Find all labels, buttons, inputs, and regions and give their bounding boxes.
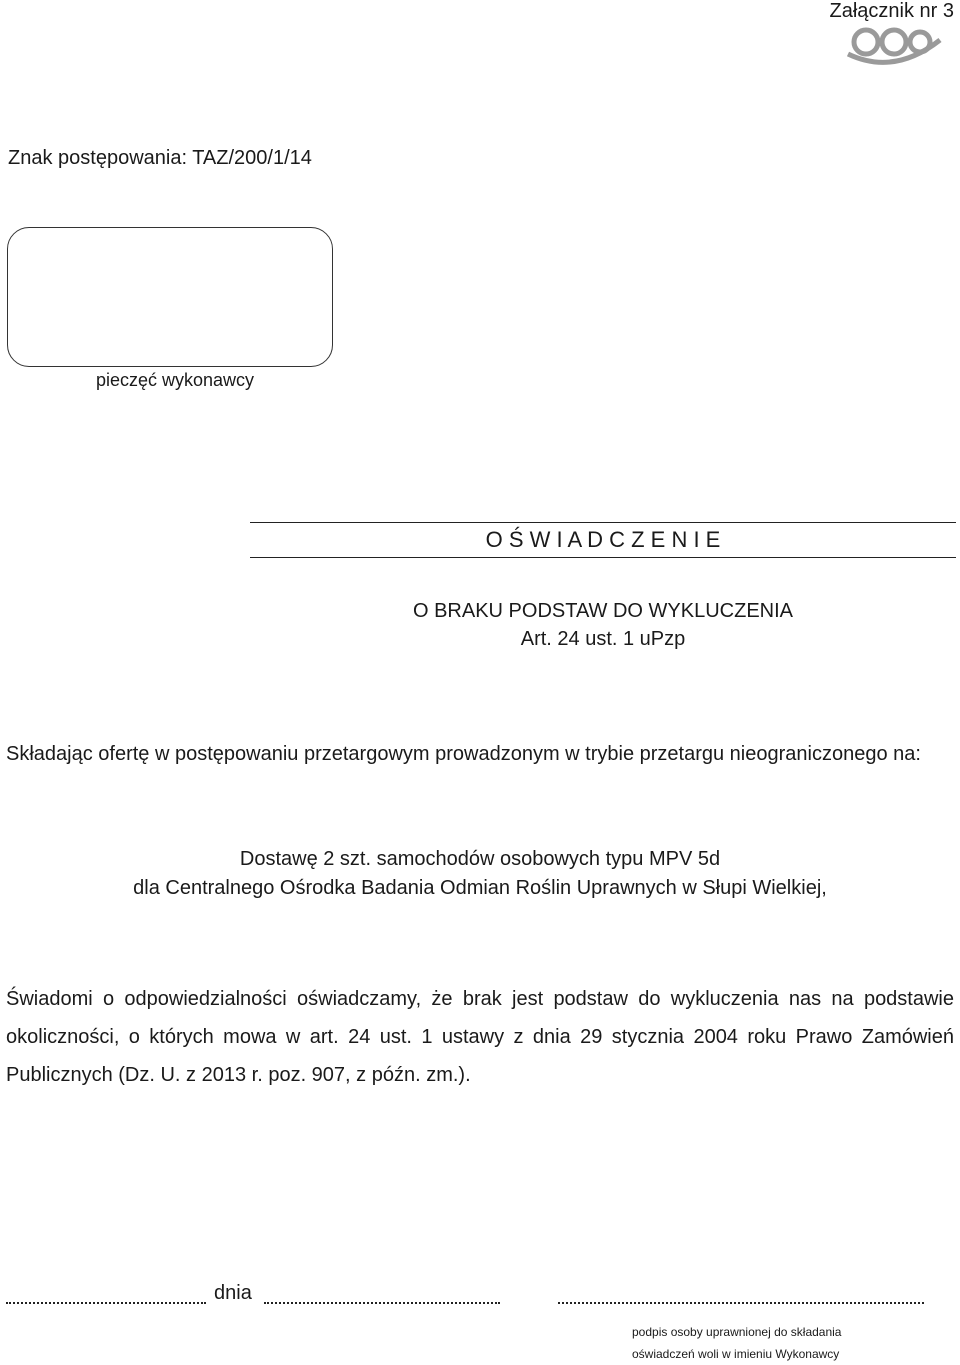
title-top-rule xyxy=(250,522,956,523)
subtitle-line-1: O BRAKU PODSTAW DO WYKLUCZENIA xyxy=(412,600,794,622)
signature-caption-line-1: podpis osoby uprawnionej do składania xyxy=(632,1325,842,1339)
logo-ring-2 xyxy=(882,30,906,54)
procurement-subject xyxy=(0,845,960,903)
signature-caption xyxy=(632,1321,862,1365)
place-dotted-line xyxy=(6,1302,206,1304)
subject-line-1: Dostawę 2 szt. samochodów osobowych typu MPV 5d xyxy=(239,848,721,870)
stamp-label: pieczęć wykonawcy xyxy=(95,370,255,390)
logo-ring-1 xyxy=(854,30,878,54)
subtitle-line-2: Art. 24 ust. 1 uPzp xyxy=(520,628,686,650)
declaration-subtitle xyxy=(250,597,956,653)
signature-dotted-line xyxy=(558,1302,924,1304)
contractor-stamp-box xyxy=(7,227,333,367)
declaration-title: O Ś W I A D C Z E N I E xyxy=(485,527,721,552)
case-reference: Znak postępowania: TAZ/200/1/14 xyxy=(8,147,312,169)
title-bottom-rule xyxy=(250,557,956,558)
intro-paragraph: Składając ofertę w postępowaniu przetargowym prowadzonym w trybie przetargu nieograniczonego na: xyxy=(6,743,921,765)
date-dotted-line xyxy=(264,1302,500,1304)
date-label: dnia xyxy=(214,1282,252,1304)
signature-caption-line-2: oświadczeń woli w imieniu Wykonawcy xyxy=(632,1347,840,1361)
subject-line-2: dla Centralnego Ośrodka Badania Odmian Roślin Uprawnych w Słupi Wielkiej, xyxy=(133,877,827,899)
annex-label: Załącznik nr 3 xyxy=(829,0,954,22)
institution-logo xyxy=(844,20,944,68)
declaration-statement: Świadomi o odpowiedzialności oświadczamy, że brak jest podstaw do wykluczenia nas na podstawie okoliczności, o których mowa w art. 24 ust. 1 ustawy z dnia 29 stycznia 2004 roku Prawo Zamówień Publicznych (Dz. U. z 2013 r. poz. 907, z późn. zm.). xyxy=(6,988,954,1086)
